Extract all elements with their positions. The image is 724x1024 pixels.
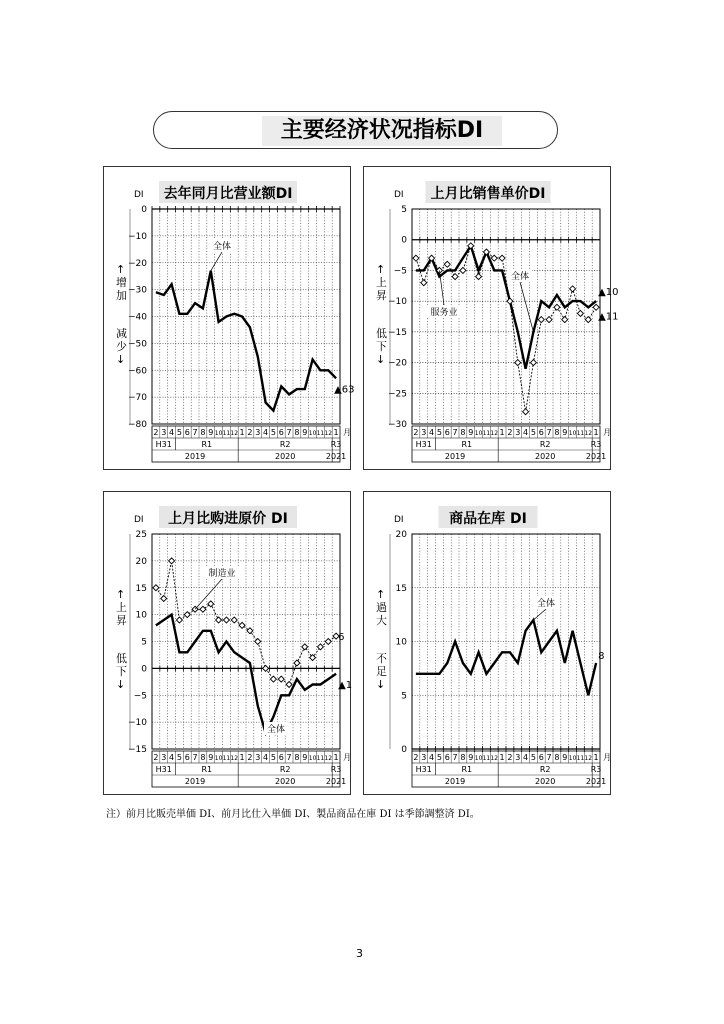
y-tick-label: −30 <box>128 285 147 296</box>
data-point-marker <box>452 274 458 280</box>
series-name-label: 制造业 <box>208 569 236 579</box>
x-tick-label: 1 <box>593 753 599 762</box>
data-point-marker <box>263 665 269 671</box>
y-tick-label: −25 <box>388 389 407 400</box>
side-label-increase: 加 <box>116 289 127 302</box>
y-tick-label: 0 <box>401 745 407 755</box>
x-tick-label: 9 <box>208 428 214 437</box>
x-tick-label: 10 <box>308 755 317 762</box>
y-tick-label: −20 <box>388 358 407 369</box>
series-name-label: 全体 <box>266 725 286 735</box>
data-point-marker <box>325 639 331 645</box>
series-name-label: 全体 <box>536 599 556 609</box>
x-tick-label: 4 <box>169 428 175 437</box>
y-tick-label: 15 <box>135 583 147 594</box>
y-tick-label: −15 <box>388 327 407 338</box>
chart-title: 商品在库 DI <box>449 511 527 527</box>
data-point-marker <box>476 274 482 280</box>
x-tick-label: 11 <box>576 430 585 437</box>
x-tick-label: 6 <box>184 753 190 762</box>
x-tick-label: 12 <box>324 755 333 762</box>
x-tick-label: 8 <box>200 428 206 437</box>
data-point-marker <box>169 558 175 564</box>
x-tick-label: 8 <box>294 753 300 762</box>
data-point-marker <box>176 617 182 623</box>
x-tick-label: 3 <box>515 753 521 762</box>
data-point-marker <box>161 596 167 602</box>
y-tick-label: −10 <box>128 231 147 242</box>
x-tick-label: 10 <box>214 755 223 762</box>
x-tick-label: 2 <box>153 428 159 437</box>
x-tick-label: 3 <box>421 753 427 762</box>
x-tick-label: 12 <box>584 430 593 437</box>
side-label-decrease: 足 <box>376 665 387 678</box>
x-tick-label: 9 <box>468 753 474 762</box>
data-point-marker <box>413 255 419 261</box>
x-tick-label: 5 <box>436 428 442 437</box>
data-point-marker <box>310 655 316 661</box>
side-label-decrease: 低 <box>116 652 127 665</box>
callout-leader <box>211 252 222 271</box>
x-tick-label: 7 <box>546 428 552 437</box>
side-label-increase: 昇 <box>376 289 387 302</box>
chart-inventory <box>364 492 612 796</box>
data-point-marker <box>239 622 245 628</box>
side-label-decrease: ↓ <box>376 678 386 691</box>
data-point-marker <box>216 617 222 623</box>
series-end-label: ▲10 <box>598 287 619 299</box>
x-tick-label: 10 <box>474 755 483 762</box>
x-era-label: R3 <box>590 765 602 774</box>
x-tick-label: 2 <box>153 753 159 762</box>
y-tick-label: 5 <box>401 205 407 215</box>
x-year-label: 2020 <box>274 777 296 786</box>
y-tick-label: −60 <box>128 366 147 377</box>
data-point-marker <box>593 304 599 310</box>
x-tick-label: 3 <box>161 753 167 762</box>
x-tick-label: 8 <box>294 428 300 437</box>
x-year-label: 2019 <box>184 777 206 786</box>
side-label-increase: ↑ <box>376 263 386 276</box>
data-point-marker <box>554 304 560 310</box>
data-point-marker <box>153 585 159 591</box>
x-tick-label: 10 <box>568 430 577 437</box>
x-tick-label: 3 <box>255 428 261 437</box>
x-year-label: 2021 <box>325 452 347 461</box>
x-tick-label: 7 <box>192 753 198 762</box>
y-tick-label: 0 <box>141 205 147 215</box>
side-label-decrease: 下 <box>376 340 387 353</box>
x-tick-label: 7 <box>546 753 552 762</box>
x-tick-label: 6 <box>538 428 544 437</box>
x-year-label: 2021 <box>585 777 607 786</box>
x-unit-label: 月 <box>343 428 351 437</box>
y-axis-unit: DI <box>134 515 144 525</box>
y-tick-label: 5 <box>141 637 147 648</box>
y-tick-label: 5 <box>401 691 407 702</box>
x-era-label: R1 <box>461 765 473 774</box>
series-end-label: 6 <box>338 632 345 644</box>
data-point-marker <box>530 360 536 366</box>
x-tick-label: 10 <box>308 430 317 437</box>
data-point-marker <box>294 660 300 666</box>
y-tick-label: −80 <box>128 420 147 430</box>
data-point-marker <box>562 317 568 323</box>
side-label-decrease: 低 <box>376 327 387 340</box>
chart-title: 上月比购进原价 DI <box>168 511 288 527</box>
series-name-label: 服务业 <box>430 308 458 318</box>
x-tick-label: 11 <box>482 430 491 437</box>
x-tick-label: 6 <box>538 753 544 762</box>
y-tick-label: −5 <box>133 691 147 702</box>
x-era-label: H31 <box>415 440 432 449</box>
y-tick-label: −10 <box>388 297 407 308</box>
y-tick-label: −15 <box>128 745 147 755</box>
data-point-marker <box>499 255 505 261</box>
y-tick-label: −5 <box>393 266 407 277</box>
chart-purchase-price <box>104 492 352 796</box>
series-name-label: 全体 <box>510 272 530 282</box>
x-era-label: R1 <box>201 765 213 774</box>
y-tick-label: 15 <box>395 583 407 594</box>
data-point-marker <box>270 676 276 682</box>
x-year-label: 2021 <box>325 777 347 786</box>
x-tick-label: 7 <box>286 428 292 437</box>
y-tick-label: −10 <box>128 718 147 729</box>
side-label-increase: ↑ <box>116 263 126 276</box>
y-tick-label: 25 <box>135 530 147 540</box>
x-tick-label: 7 <box>452 753 458 762</box>
data-point-marker <box>231 617 237 623</box>
x-tick-label: 3 <box>421 428 427 437</box>
x-tick-label: 8 <box>460 428 466 437</box>
chart-panel-inventory <box>363 491 611 795</box>
callout-leader <box>533 609 546 620</box>
x-tick-label: 1 <box>239 753 245 762</box>
side-label-increase: 過 <box>376 601 387 614</box>
y-axis-unit: DI <box>134 190 144 200</box>
x-year-label: 2020 <box>274 452 296 461</box>
x-tick-label: 5 <box>176 753 182 762</box>
x-tick-label: 3 <box>255 753 261 762</box>
x-tick-label: 12 <box>490 430 499 437</box>
x-era-label: H31 <box>155 765 172 774</box>
x-tick-label: 4 <box>523 753 529 762</box>
x-tick-label: 8 <box>554 753 560 762</box>
series-end-label: 8 <box>598 651 605 662</box>
x-tick-label: 10 <box>568 755 577 762</box>
data-point-marker <box>200 606 206 612</box>
x-tick-label: 2 <box>507 428 513 437</box>
x-era-label: R1 <box>201 440 213 449</box>
data-point-marker <box>255 639 261 645</box>
x-era-label: R2 <box>279 440 291 449</box>
x-year-label: 2021 <box>585 452 607 461</box>
side-label-decrease: 不 <box>376 652 387 665</box>
x-tick-label: 9 <box>302 428 308 437</box>
x-tick-label: 4 <box>169 753 175 762</box>
x-tick-label: 4 <box>429 428 435 437</box>
side-label-increase: 上 <box>376 276 387 289</box>
x-tick-label: 12 <box>490 755 499 762</box>
data-point-marker <box>538 317 544 323</box>
x-era-label: R3 <box>330 440 342 449</box>
data-point-marker <box>570 286 576 292</box>
x-tick-label: 8 <box>554 428 560 437</box>
x-tick-label: 2 <box>247 428 253 437</box>
data-point-marker <box>585 317 591 323</box>
x-tick-label: 1 <box>593 428 599 437</box>
x-tick-label: 6 <box>278 753 284 762</box>
x-unit-label: 月 <box>603 753 611 762</box>
x-tick-label: 11 <box>316 755 325 762</box>
y-tick-label: 20 <box>395 530 407 540</box>
y-tick-label: 10 <box>395 637 407 648</box>
x-tick-label: 6 <box>444 428 450 437</box>
x-tick-label: 11 <box>576 755 585 762</box>
x-tick-label: 4 <box>523 428 529 437</box>
series-end-label: ▲63 <box>334 384 355 396</box>
x-tick-label: 8 <box>460 753 466 762</box>
x-tick-label: 8 <box>200 753 206 762</box>
x-tick-label: 9 <box>468 428 474 437</box>
x-tick-label: 1 <box>239 428 245 437</box>
y-tick-label: −30 <box>388 420 407 430</box>
x-era-label: H31 <box>415 765 432 774</box>
side-label-decrease: 下 <box>116 665 127 678</box>
data-point-marker <box>278 676 284 682</box>
x-era-label: R3 <box>330 765 342 774</box>
x-tick-label: 9 <box>562 428 568 437</box>
data-point-marker <box>444 261 450 267</box>
x-era-label: R1 <box>461 440 473 449</box>
x-tick-label: 2 <box>247 753 253 762</box>
x-tick-label: 5 <box>530 428 536 437</box>
series-name-label: 全体 <box>212 242 232 252</box>
y-tick-label: 20 <box>135 556 147 567</box>
side-label-increase: ↑ <box>116 588 126 601</box>
x-tick-label: 6 <box>278 428 284 437</box>
y-tick-label: −70 <box>128 393 147 404</box>
side-label-decrease: ↓ <box>116 353 126 366</box>
chart-title: 去年同月比营业额DI <box>163 186 293 202</box>
x-tick-label: 9 <box>302 753 308 762</box>
y-tick-label: −50 <box>128 339 147 350</box>
x-year-label: 2020 <box>534 777 556 786</box>
data-point-marker <box>507 298 513 304</box>
x-tick-label: 7 <box>192 428 198 437</box>
data-point-marker <box>223 617 229 623</box>
x-tick-label: 12 <box>230 430 239 437</box>
x-tick-label: 10 <box>474 430 483 437</box>
data-point-marker <box>421 280 427 286</box>
x-tick-label: 12 <box>230 755 239 762</box>
x-tick-label: 4 <box>263 428 269 437</box>
x-tick-label: 11 <box>222 430 231 437</box>
x-era-label: R3 <box>590 440 602 449</box>
data-point-marker <box>247 628 253 634</box>
side-label-decrease: ↓ <box>376 353 386 366</box>
y-tick-label: −20 <box>128 258 147 269</box>
x-era-label: R2 <box>279 765 291 774</box>
x-tick-label: 6 <box>184 428 190 437</box>
data-point-marker <box>515 360 521 366</box>
x-era-label: H31 <box>155 440 172 449</box>
data-point-marker <box>460 267 466 273</box>
chart-sales-yoy <box>104 167 355 471</box>
x-tick-label: 7 <box>452 428 458 437</box>
chart-panel-sales-yoy <box>103 166 355 470</box>
side-label-increase: ↑ <box>376 588 386 601</box>
page-title: 主要经济状况指标DI <box>262 116 502 146</box>
x-tick-label: 2 <box>507 753 513 762</box>
data-point-marker <box>208 601 214 607</box>
x-tick-label: 1 <box>499 753 505 762</box>
x-tick-label: 9 <box>562 753 568 762</box>
x-tick-label: 3 <box>161 428 167 437</box>
chart-panel-selling-price <box>363 166 619 470</box>
side-label-increase: 昇 <box>116 614 127 627</box>
x-tick-label: 5 <box>176 428 182 437</box>
x-tick-label: 7 <box>286 753 292 762</box>
x-tick-label: 5 <box>530 753 536 762</box>
page-number: 3 <box>356 947 363 960</box>
side-label-decrease: 减 <box>116 327 127 340</box>
x-tick-label: 5 <box>270 753 276 762</box>
x-tick-label: 5 <box>436 753 442 762</box>
data-point-marker <box>184 612 190 618</box>
x-tick-label: 12 <box>324 430 333 437</box>
x-tick-label: 4 <box>429 753 435 762</box>
chart-panel-purchase-price <box>103 491 351 795</box>
side-label-increase: 增 <box>116 276 127 289</box>
x-tick-label: 10 <box>214 430 223 437</box>
x-unit-label: 月 <box>343 753 351 762</box>
x-tick-label: 3 <box>515 428 521 437</box>
x-year-label: 2020 <box>534 452 556 461</box>
x-tick-label: 1 <box>499 428 505 437</box>
y-axis-unit: DI <box>394 190 404 200</box>
x-tick-label: 4 <box>263 753 269 762</box>
x-tick-label: 2 <box>413 428 419 437</box>
data-point-marker <box>523 409 529 415</box>
y-tick-label: 10 <box>135 610 147 621</box>
x-unit-label: 月 <box>603 428 611 437</box>
x-tick-label: 11 <box>482 755 491 762</box>
x-tick-label: 9 <box>208 753 214 762</box>
y-tick-label: 0 <box>401 235 407 246</box>
y-tick-label: 0 <box>141 664 147 675</box>
side-label-increase: 上 <box>116 601 127 614</box>
series-end-label: ▲11 <box>598 311 619 323</box>
chart-title: 上月比销售单价DI <box>430 186 546 202</box>
callout-leader <box>520 282 533 332</box>
data-point-marker <box>286 682 292 688</box>
x-tick-label: 12 <box>584 755 593 762</box>
side-label-decrease: ↓ <box>116 678 126 691</box>
chart-selling-price <box>364 167 619 471</box>
data-point-marker <box>317 644 323 650</box>
side-label-decrease: 少 <box>116 340 127 353</box>
x-year-label: 2019 <box>444 452 466 461</box>
x-tick-label: 5 <box>270 428 276 437</box>
data-point-marker <box>546 317 552 323</box>
x-tick-label: 6 <box>444 753 450 762</box>
x-year-label: 2019 <box>184 452 206 461</box>
x-tick-label: 1 <box>333 428 339 437</box>
x-era-label: R2 <box>539 440 551 449</box>
y-tick-label: −40 <box>128 312 147 323</box>
y-axis-unit: DI <box>394 515 404 525</box>
x-tick-label: 2 <box>413 753 419 762</box>
x-year-label: 2019 <box>444 777 466 786</box>
x-era-label: R2 <box>539 765 551 774</box>
x-tick-label: 11 <box>316 430 325 437</box>
footnote: 注）前月比販売単価 DI、前月比仕入単価 DI、製品商品在庫 DI は季節調整済 DI。 <box>106 809 480 820</box>
side-label-increase: 大 <box>376 614 387 627</box>
x-tick-label: 1 <box>333 753 339 762</box>
x-tick-label: 11 <box>222 755 231 762</box>
series-end-label: ▲1 <box>338 679 353 691</box>
